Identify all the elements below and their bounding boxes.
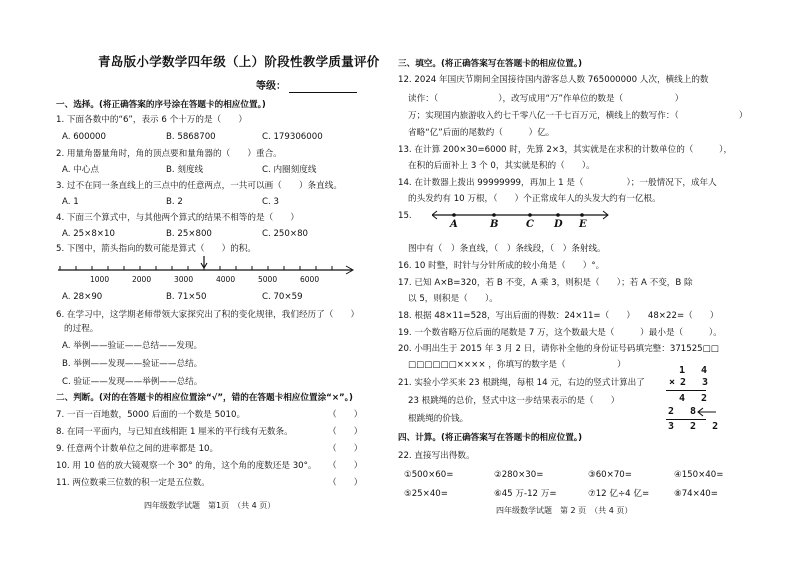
section1-heading: 一、选择。(将正确答案的序号涂在答题卡的相应位置。) [56, 100, 266, 110]
q19: 19. 一个数省略万位后面的尾数是 7 万，这个数最大是（ ）最小是（ ）。 [398, 328, 722, 338]
q4-option-b: B. 25×800 [166, 229, 212, 239]
point-label-a: A [450, 219, 458, 230]
calc-item-4: ④150×40= [674, 470, 724, 480]
calc-item-8: ⑧74×40= [674, 489, 718, 499]
grade-label: 等级： [256, 81, 286, 92]
vcalc-pointer-arrow-icon [696, 407, 718, 417]
point-e [580, 213, 584, 217]
q5-option-c: C. 70×59 [262, 292, 303, 302]
point-label-d: D [554, 219, 563, 230]
calc-item-3: ③60×70= [588, 470, 632, 480]
q2-option-b: B. 刻度线 [166, 165, 204, 175]
point-b [492, 213, 496, 217]
q17-line1: 17. 已知 A×B=320，若 B 不变，A 乘 3，则积是（ ）；若 A 不变，B 除 [398, 278, 693, 288]
point-d [556, 213, 560, 217]
q20-line1: 20. 小明出生于 2015 年 3 月 2 日，请你补全他的身份证号码填完整：371525□□ [398, 344, 719, 354]
q3-option-b: B. 2 [166, 197, 183, 207]
vcalc-row3: 4 2 [679, 393, 713, 404]
point-label-b: B [490, 219, 499, 230]
judge-item-10: 10. 用 10 倍的放大镜观察一个 30° 的角，这个角的度数还是 30°。 [56, 461, 317, 471]
q3-stem: 3. 过不在同一条直线上的三点中的任意两点，一共可以画（ ）条直线。 [56, 181, 342, 191]
q6-stem-cont: 的过程。 [64, 324, 99, 334]
q12-line2: 读作：（ ），改写成用“万”作单位的数是（ ） [408, 94, 684, 104]
q1-option-a: A. 600000 [62, 132, 106, 142]
vcalc-rule2 [666, 419, 706, 420]
vcalc-row2: ×2 3 [669, 377, 714, 388]
calc-item-5: ⑤25×40= [404, 489, 448, 499]
grade-field [256, 81, 357, 93]
q1-option-b: B. 5868700 [166, 132, 216, 142]
vcalc-result: 3 2 2 [668, 421, 724, 432]
q1-option-c: C. 179306000 [262, 132, 323, 142]
calc-item-6: ⑥45 万-12 万= [494, 489, 557, 499]
judge-item-8: 8. 在同一平面内，与已知直线相距 1 厘米的平行线有无数条。 [56, 427, 293, 437]
q2-stem: 2. 用量角器量角时，角的顶点要和量角器的（ ）重合。 [56, 149, 282, 159]
judge-mark-7: （ ） [328, 410, 363, 420]
left-footer: 四年级数学试题 第1页 （共 4 页） [144, 501, 276, 510]
q22-heading: 22. 直接写出得数。 [398, 451, 475, 461]
q21-line2: 23 根跳绳的总价，竖式中这一步结果表示的是（ ） [408, 396, 620, 406]
tick-label-2000: 2000 [132, 275, 152, 284]
grade-blank [289, 82, 357, 93]
q12-line4: 省略“亿”后面的尾数约（ ）亿。 [408, 128, 555, 138]
tick-label-6000: 6000 [300, 275, 320, 284]
q15-answer: 图中有（ ）条直线，（ ）条线段，（ ）条射线。 [408, 244, 606, 254]
q17-line2: 以 5，则积是（ ）。 [408, 294, 498, 304]
q13-line2: 在积的后面补上 3 个 0，其实就是积的（ ）。 [408, 161, 595, 171]
point-label-c: C [526, 219, 534, 230]
q6-option-b: B. 举例——发现——验证——总结。 [62, 359, 203, 369]
q3-option-a: A. 1 [62, 197, 79, 207]
q4-stem: 4. 下面三个算式中，与其他两个算式的结果不相等的是（ ） [56, 213, 299, 223]
vcalc-row4: 2 8 [668, 406, 702, 417]
judge-mark-11: （ ） [328, 478, 363, 488]
point-label-e: E [579, 219, 587, 230]
tick-label-3000: 3000 [174, 275, 194, 284]
left-page [56, 0, 382, 561]
judge-mark-10: （ ） [328, 461, 363, 471]
q6-option-a: A. 举例——验证——总结——发现。 [62, 341, 203, 351]
tick-label-5000: 5000 [258, 275, 278, 284]
q4-option-c: C. 250×80 [262, 229, 309, 239]
judge-mark-8: （ ） [328, 427, 363, 437]
judge-item-11: 11. 两位数乘三位数的积一定是五位数。 [56, 478, 210, 488]
calc-item-2: ②280×30= [494, 470, 544, 480]
calc-item-7: ⑦12 亿÷4 亿= [588, 489, 650, 499]
q15-number: 15. [398, 211, 412, 221]
q21-line3: 根跳绳的价钱。 [408, 414, 469, 424]
section4-heading: 四、计算。(将正确答案写在答题卡的相应位置。) [398, 433, 583, 443]
q2-option-c: C. 内圈刻度线 [262, 165, 317, 175]
section2-heading: 二、判断。(对的在答题卡的相应位置涂“√”，错的在答题卡相应位置涂“×”。) [56, 393, 353, 403]
judge-item-9: 9. 任意两个计数单位之间的进率都是 10。 [56, 444, 219, 454]
q5-option-a: A. 28×90 [62, 292, 103, 302]
q16: 16. 10 时整，时针与分针所成的较小角是（ ）°。 [398, 261, 605, 271]
tick-label-4000: 4000 [216, 275, 236, 284]
q14-line1: 14. 在计数器上拨出 99999999，再加上 1 是（ ）；一般情况下，成年人 [398, 178, 717, 188]
q21-line1: 21. 实验小学买来 23 根跳绳，每根 14 元，右边的竖式计算出了 [398, 378, 645, 388]
vcalc-rule1 [666, 390, 706, 391]
section3-heading: 三、填空。(将正确答案写在答题卡的相应位置。) [398, 59, 583, 69]
point-a [452, 213, 456, 217]
q3-option-c: C. 3 [262, 197, 279, 207]
q4-option-a: A. 25×8×10 [62, 229, 115, 239]
q12-line1: 12. 2024 年国庆节期间全国接待国内游客总人数 765000000 人次，横线上的数 [398, 75, 709, 85]
q5-option-b: B. 71×50 [166, 292, 207, 302]
q6-stem: 6. 在学习中，这学期老师带领大家探究出了积的变化规律，我们经历了（ ） [56, 310, 360, 320]
q2-option-a: A. 中心点 [62, 165, 99, 175]
q1-stem: 1. 下面各数中的“6”，表示 6 个十万的是（ ） [56, 115, 247, 125]
q6-option-c: C. 验证——发现——举例——总结。 [62, 377, 203, 387]
page-title: 青岛版小学数学四年级（上）阶段性教学质量评价 [98, 54, 380, 69]
q20-line2: □□□□□□×××× ，你填写的数字是（ ） [408, 360, 626, 370]
tick-label-1000: 1000 [90, 275, 110, 284]
judge-mark-9: （ ） [328, 444, 363, 454]
q18: 18. 根据 48×11=528，写出后面的得数：24×11=（ ） 48×22=（ ） [398, 311, 719, 321]
q5-stem: 5. 下图中，箭头指向的数可能是算式（ ）的积。 [56, 244, 256, 254]
q13-line1: 13. 在计算 200×30=6000 时，先算 2×3，其实就是在求积的计数单位的（ ）， [398, 145, 733, 155]
q14-line2: 的头发约有 10 万根，（ ）个正常成年人的头发大约有一亿根。 [408, 194, 661, 204]
right-footer: 四年级数学试题 第 2 页 （共 4 页） [496, 506, 633, 515]
point-c [528, 213, 532, 217]
right-page [398, 0, 766, 561]
q12-line3: 万；实现国内旅游收入约七千零八亿一千七百万元，横线上的数写作：（ ） [408, 111, 748, 121]
vcalc-row1: 1 4 [679, 365, 713, 376]
judge-item-7: 7. 一百一百地数，5000 后面的一个数是 5010。 [56, 410, 246, 420]
calc-item-1: ①500×60= [404, 470, 454, 480]
